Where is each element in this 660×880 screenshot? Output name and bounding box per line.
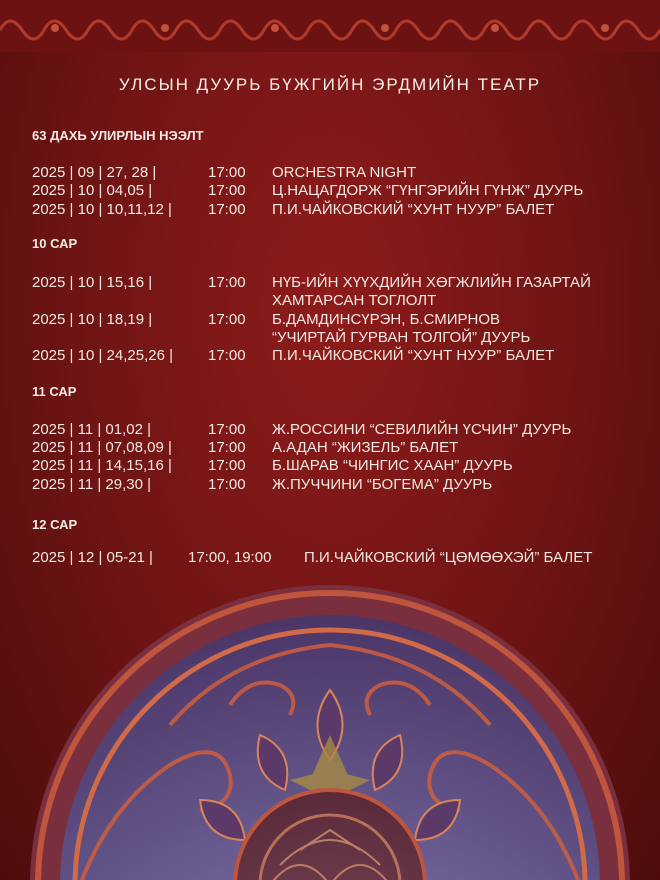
event-time: 17:00 (208, 164, 246, 181)
event-title-line2: “УЧИРТАЙ ГУРВАН ТОЛГОЙ” ДУУРЬ (272, 329, 531, 346)
event-time: 17:00 (208, 274, 246, 291)
event-time: 17:00 (208, 347, 246, 364)
event-title: ORCHESTRA NIGHT (272, 164, 417, 181)
event-title: Ж.ПУЧЧИНИ “БОГЕМА” ДУУРЬ (272, 476, 493, 493)
event-time: 17:00 (208, 439, 246, 456)
section-title-october: 10 САР (32, 236, 78, 251)
event-date: 2025 | 10 | 18,19 | (32, 311, 153, 328)
event-time: 17:00 (208, 476, 246, 493)
event-time: 17:00, 19:00 (188, 549, 272, 566)
event-time: 17:00 (208, 457, 246, 474)
event-date: 2025 | 10 | 15,16 | (32, 274, 153, 291)
event-date: 2025 | 10 | 10,11,12 | (32, 201, 172, 218)
event-time: 17:00 (208, 421, 246, 438)
mandala-ornament (0, 585, 660, 880)
event-title: П.И.ЧАЙКОВСКИЙ “ХУНТ НУУР” БАЛЕТ (272, 201, 555, 218)
theatre-title: УЛСЫН ДУУРЬ БҮЖГИЙН ЭРДМИЙН ТЕАТР (118, 75, 542, 94)
top-ornament-band (0, 0, 660, 52)
section-title-december: 12 САР (32, 517, 78, 532)
event-title: НҮБ-ИЙН ХҮҮХДИЙН ХӨГЖЛИЙН ГАЗАРТАЙ (272, 274, 591, 291)
event-date: 2025 | 11 | 29,30 | (32, 476, 152, 493)
event-title: А.АДАН “ЖИЗЕЛЬ” БАЛЕТ (272, 439, 459, 456)
event-title: Б.ШАРАВ “ЧИНГИС ХААН” ДУУРЬ (272, 457, 513, 474)
event-date: 2025 | 09 | 27, 28 | (32, 164, 157, 181)
event-date: 2025 | 11 | 01,02 | (32, 421, 152, 438)
event-date: 2025 | 10 | 04,05 | (32, 182, 153, 199)
section-title-season-opening: 63 ДАХЬ УЛИРЛЫН НЭЭЛТ (32, 128, 204, 143)
event-title: Б.ДАМДИНСҮРЭН, Б.СМИРНОВ (272, 311, 501, 328)
event-time: 17:00 (208, 201, 246, 218)
event-time: 17:00 (208, 311, 246, 328)
event-title: П.И.ЧАЙКОВСКИЙ “ЦӨМӨӨХЭЙ” БАЛЕТ (304, 549, 593, 566)
event-date: 2025 | 12 | 05-21 | (32, 549, 153, 566)
event-date: 2025 | 10 | 24,25,26 | (32, 347, 173, 364)
event-date: 2025 | 11 | 14,15,16 | (32, 457, 172, 474)
event-title-line2: ХАМТАРСАН ТОГЛОЛТ (272, 292, 437, 309)
event-title: Ж.РОССИНИ “СЕВИЛИЙН ҮСЧИН” ДУУРЬ (272, 421, 572, 438)
event-time: 17:00 (208, 182, 246, 199)
section-title-november: 11 САР (32, 384, 77, 399)
event-title: Ц.НАЦАГДОРЖ “ГҮНГЭРИЙН ГҮНЖ” ДУУРЬ (272, 182, 584, 199)
event-date: 2025 | 11 | 07,08,09 | (32, 439, 172, 456)
event-title: П.И.ЧАЙКОВСКИЙ “ХУНТ НУУР” БАЛЕТ (272, 347, 555, 364)
